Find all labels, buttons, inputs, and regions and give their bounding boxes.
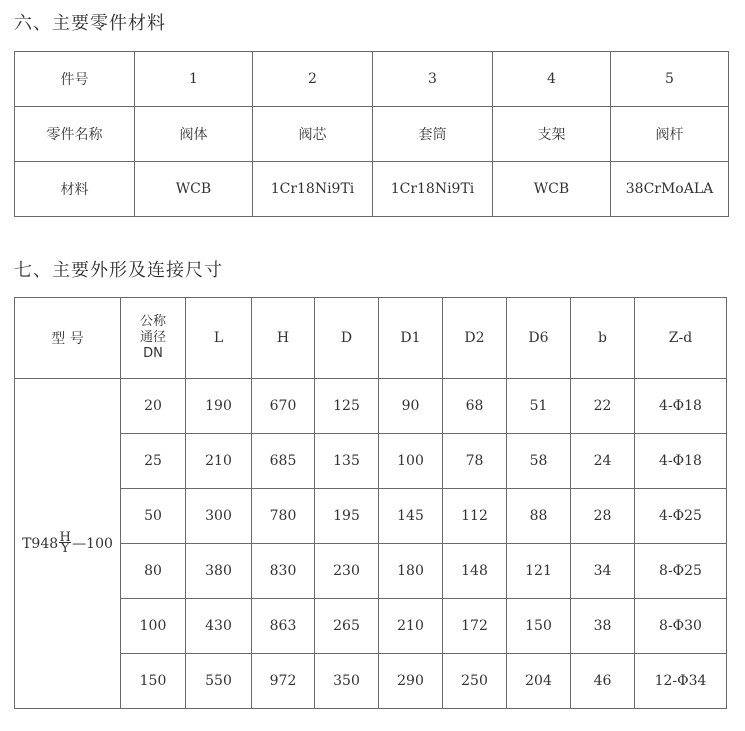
col-header-D2: D2 bbox=[443, 298, 507, 379]
row-label: 零件名称 bbox=[15, 107, 135, 162]
model-variant-top: H bbox=[59, 530, 71, 545]
table-cell: 1Cr18Ni9Ti bbox=[373, 162, 493, 217]
dn-cell: 150 bbox=[121, 654, 186, 709]
dn-header-line: 公称 bbox=[139, 314, 166, 329]
table-cell: 430 bbox=[186, 599, 252, 654]
table-cell: 210 bbox=[379, 599, 443, 654]
table-cell: 2 bbox=[253, 52, 373, 107]
table-cell: 172 bbox=[443, 599, 507, 654]
table-row bbox=[15, 434, 727, 489]
table-cell: 685 bbox=[252, 434, 315, 489]
table-row bbox=[15, 379, 727, 434]
table-cell: 5 bbox=[611, 52, 729, 107]
model-suffix: —100 bbox=[72, 535, 113, 552]
table-cell: 4 bbox=[493, 52, 611, 107]
model-cell bbox=[15, 379, 121, 709]
dimensions-table bbox=[14, 297, 727, 709]
dn-cell: 25 bbox=[121, 434, 186, 489]
table-cell: 830 bbox=[252, 544, 315, 599]
table-row bbox=[15, 544, 727, 599]
table-row bbox=[15, 599, 727, 654]
table-cell: 380 bbox=[186, 544, 252, 599]
model-header: 型 号 bbox=[15, 298, 121, 379]
table-cell: 阀杆 bbox=[611, 107, 729, 162]
table-cell: 972 bbox=[252, 654, 315, 709]
table-cell: 100 bbox=[379, 434, 443, 489]
table-cell: 550 bbox=[186, 654, 252, 709]
table-cell: 210 bbox=[186, 434, 252, 489]
dn-header-line: DN bbox=[143, 346, 163, 361]
table-cell: 250 bbox=[443, 654, 507, 709]
table-cell: 204 bbox=[507, 654, 571, 709]
table-cell: 12-Φ34 bbox=[635, 654, 727, 709]
col-header-Zd: Z-d bbox=[635, 298, 727, 379]
col-header-H: H bbox=[252, 298, 315, 379]
section-6-heading: 六、主要零件材料 bbox=[14, 13, 166, 34]
dn-cell: 100 bbox=[121, 599, 186, 654]
table-cell: 4-Φ18 bbox=[635, 434, 727, 489]
row-label: 材料 bbox=[15, 162, 135, 217]
dn-cell: 50 bbox=[121, 489, 186, 544]
model-variant bbox=[59, 532, 71, 555]
table-cell: 350 bbox=[315, 654, 379, 709]
table-cell: 套筒 bbox=[373, 107, 493, 162]
table-cell: 195 bbox=[315, 489, 379, 544]
table-row bbox=[15, 52, 729, 107]
table-cell: 265 bbox=[315, 599, 379, 654]
table-cell: 121 bbox=[507, 544, 571, 599]
table-cell: 1Cr18Ni9Ti bbox=[253, 162, 373, 217]
section-7-heading: 七、主要外形及连接尺寸 bbox=[14, 260, 223, 281]
table-header-row bbox=[15, 298, 727, 379]
table-cell: 290 bbox=[379, 654, 443, 709]
row-label: 件号 bbox=[15, 52, 135, 107]
model-variant-bottom: Y bbox=[60, 541, 70, 556]
dn-cell: 20 bbox=[121, 379, 186, 434]
table-cell: 3 bbox=[373, 52, 493, 107]
table-cell: WCB bbox=[135, 162, 253, 217]
table-cell: 300 bbox=[186, 489, 252, 544]
table-cell: 支架 bbox=[493, 107, 611, 162]
table-cell: 阀芯 bbox=[253, 107, 373, 162]
parts-material-table bbox=[14, 51, 729, 217]
col-header-D1: D1 bbox=[379, 298, 443, 379]
table-cell: 34 bbox=[571, 544, 635, 599]
table-cell: 68 bbox=[443, 379, 507, 434]
table-cell: 148 bbox=[443, 544, 507, 599]
table-cell: 88 bbox=[507, 489, 571, 544]
table-cell: 58 bbox=[507, 434, 571, 489]
table-cell: 190 bbox=[186, 379, 252, 434]
table-cell: 阀体 bbox=[135, 107, 253, 162]
dn-header-line: 通径 bbox=[139, 330, 166, 345]
table-cell: 4-Φ18 bbox=[635, 379, 727, 434]
table-row bbox=[15, 489, 727, 544]
table-cell: 38 bbox=[571, 599, 635, 654]
col-header-L: L bbox=[186, 298, 252, 379]
table-cell: 22 bbox=[571, 379, 635, 434]
table-cell: 230 bbox=[315, 544, 379, 599]
table-cell: 46 bbox=[571, 654, 635, 709]
table-cell: 4-Φ25 bbox=[635, 489, 727, 544]
table-cell: 8-Φ25 bbox=[635, 544, 727, 599]
table-cell: 112 bbox=[443, 489, 507, 544]
table-cell: 863 bbox=[252, 599, 315, 654]
table-cell: 24 bbox=[571, 434, 635, 489]
table-cell: 150 bbox=[507, 599, 571, 654]
table-cell: 1 bbox=[135, 52, 253, 107]
table-cell: 145 bbox=[379, 489, 443, 544]
table-row bbox=[15, 162, 729, 217]
dn-header bbox=[121, 298, 186, 379]
table-cell: WCB bbox=[493, 162, 611, 217]
table-cell: 670 bbox=[252, 379, 315, 434]
table-cell: 51 bbox=[507, 379, 571, 434]
model-designation bbox=[22, 532, 113, 555]
table-cell: 125 bbox=[315, 379, 379, 434]
table-cell: 135 bbox=[315, 434, 379, 489]
table-cell: 78 bbox=[443, 434, 507, 489]
table-cell: 180 bbox=[379, 544, 443, 599]
col-header-D: D bbox=[315, 298, 379, 379]
table-cell: 780 bbox=[252, 489, 315, 544]
table-row bbox=[15, 107, 729, 162]
table-row bbox=[15, 654, 727, 709]
table-cell: 28 bbox=[571, 489, 635, 544]
model-prefix: T948 bbox=[22, 535, 59, 552]
col-header-D6: D6 bbox=[507, 298, 571, 379]
table-cell: 90 bbox=[379, 379, 443, 434]
table-cell: 8-Φ30 bbox=[635, 599, 727, 654]
col-header-b: b bbox=[571, 298, 635, 379]
dn-cell: 80 bbox=[121, 544, 186, 599]
table-cell: 38CrMoALA bbox=[611, 162, 729, 217]
